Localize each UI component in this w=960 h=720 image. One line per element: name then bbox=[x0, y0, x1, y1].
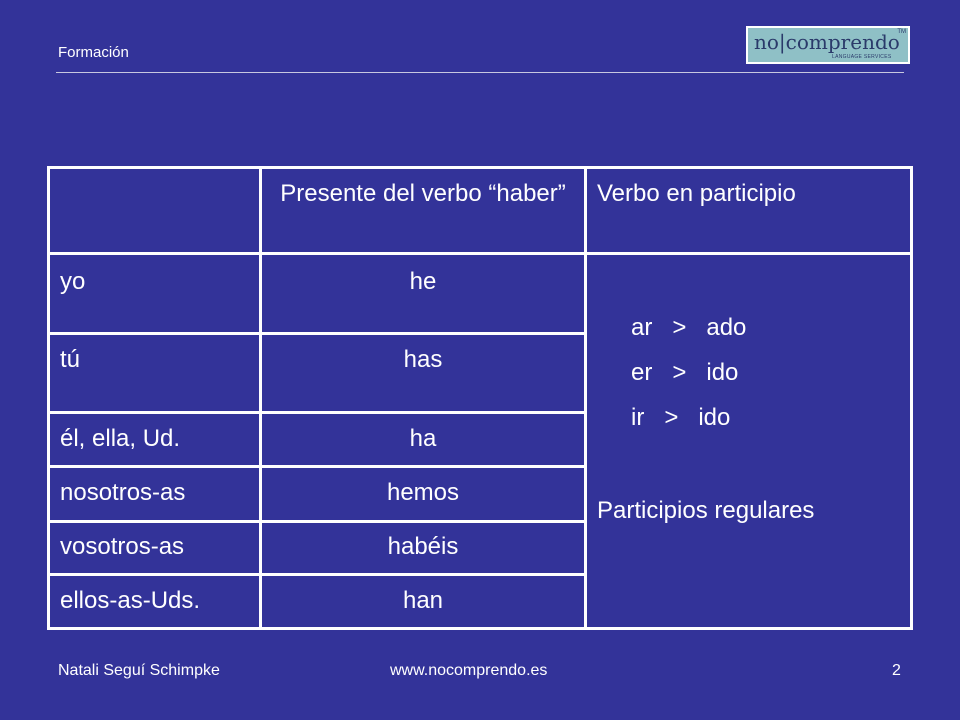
logo-trademark: TM bbox=[897, 29, 906, 35]
conjugation-table bbox=[47, 166, 913, 630]
logo-wordmark bbox=[754, 30, 900, 54]
aux-cell: han bbox=[402, 587, 444, 614]
header-rule bbox=[56, 72, 904, 73]
page-number: 2 bbox=[892, 662, 901, 679]
logo-separator: | bbox=[778, 30, 786, 54]
table-border-top bbox=[47, 166, 913, 169]
logo-text-right: comprendo bbox=[785, 30, 900, 54]
aux-cell: has bbox=[403, 346, 443, 373]
subject-cell: ellos-as-Uds. bbox=[60, 587, 201, 614]
aux-cell: he bbox=[409, 268, 437, 295]
participle-rule-er: er > ido bbox=[631, 359, 739, 386]
logo-subtitle: LANGUAGE SERVICES bbox=[832, 54, 892, 60]
participle-rule-ir: ir > ido bbox=[631, 404, 731, 431]
subject-cell: yo bbox=[60, 268, 86, 295]
header-title: Formación bbox=[58, 44, 129, 61]
table-row-divider bbox=[47, 332, 587, 335]
table-header-divider bbox=[47, 252, 913, 255]
footer-author: Natali Seguí Schimpke bbox=[58, 662, 220, 679]
table-row-divider bbox=[47, 520, 587, 523]
aux-cell: ha bbox=[409, 425, 437, 452]
logo-text-left: no bbox=[754, 30, 779, 54]
subject-cell: él, ella, Ud. bbox=[60, 425, 181, 452]
subject-cell: vosotros-as bbox=[60, 533, 185, 560]
nocomprendo-logo bbox=[746, 26, 910, 64]
subject-cell: tú bbox=[60, 346, 81, 373]
table-border-bottom bbox=[47, 627, 913, 630]
table-row-divider bbox=[47, 573, 587, 576]
participle-rule-ar: ar > ado bbox=[631, 314, 747, 341]
header-cell-participle: Verbo en participio bbox=[597, 180, 796, 207]
table-border-right bbox=[910, 166, 913, 630]
header-cell-haber: Presente del verbo “haber” bbox=[280, 180, 566, 207]
table-column-divider-2 bbox=[584, 166, 587, 630]
footer-url[interactable]: www.nocomprendo.es bbox=[390, 662, 548, 679]
aux-cell: habéis bbox=[387, 533, 459, 560]
subject-cell: nosotros-as bbox=[60, 479, 186, 506]
table-row-divider bbox=[47, 465, 587, 468]
participle-note: Participios regulares bbox=[597, 497, 815, 524]
aux-cell: hemos bbox=[386, 479, 460, 506]
table-row-divider bbox=[47, 411, 587, 414]
